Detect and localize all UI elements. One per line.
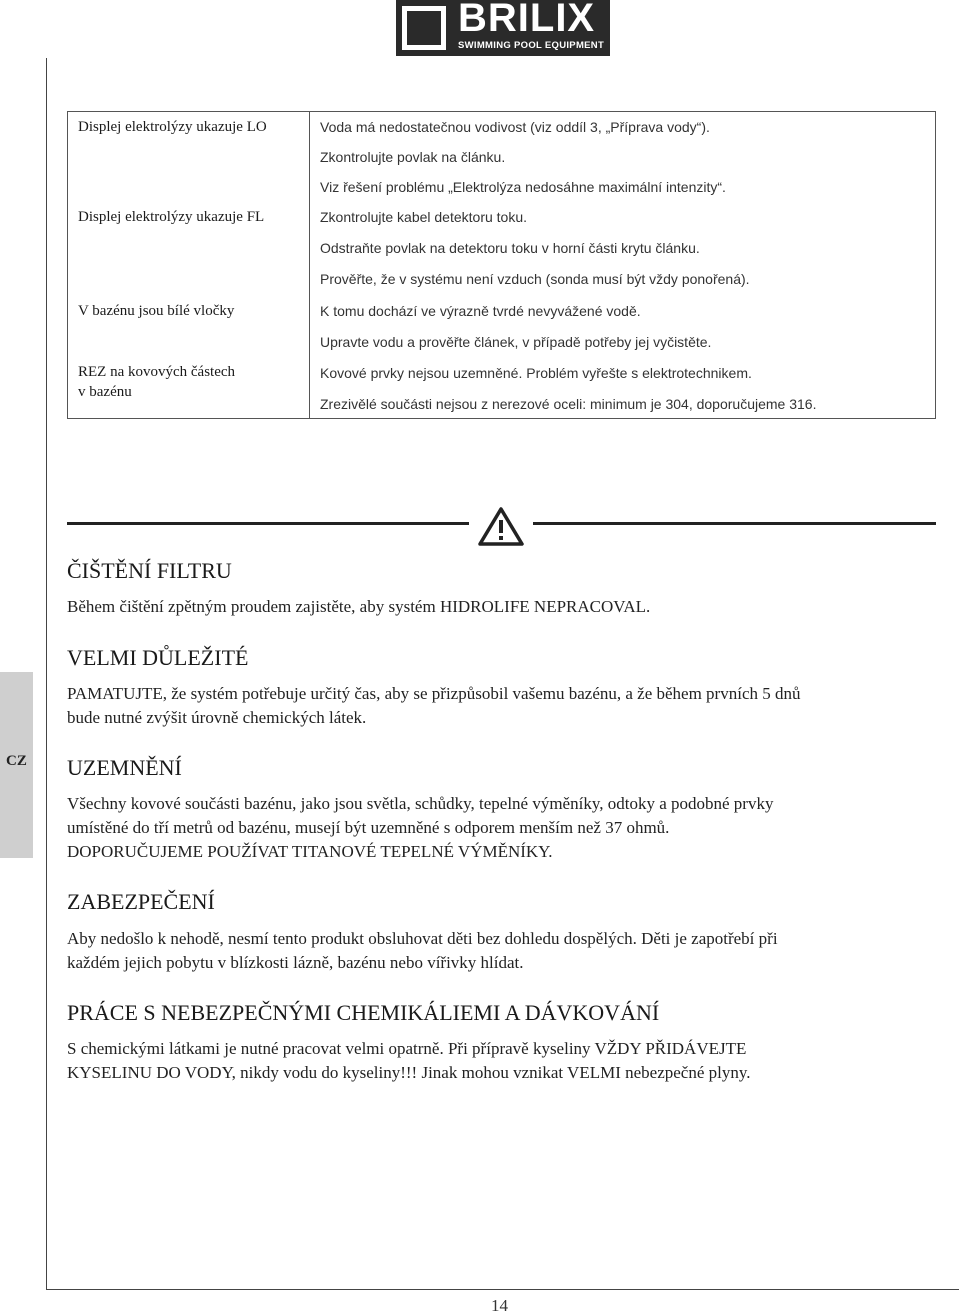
language-label: CZ xyxy=(6,753,27,769)
column-divider xyxy=(309,112,310,418)
logo-square-icon xyxy=(402,6,446,50)
solution-line: Kovové prvky nejsou uzemněné. Problém vyřešte s elektrotechnikem. xyxy=(320,365,752,381)
section-title-grounding: UZEMNĚNÍ xyxy=(67,755,182,780)
warning-divider-right xyxy=(533,522,936,525)
problem-cell: V bazénu jsou bílé vločky xyxy=(78,303,235,319)
solution-line: Voda má nedostatečnou vodivost (viz oddíl 3, „Příprava vody“). xyxy=(320,119,710,135)
section-text-chemicals: S chemickými látkami je nutné pracovat velmi opatrně. Při přípravě kyseliny VŽDY PŘIDÁVEJTE KYSELINU DO VODY, nikdy vodu do kyseliny!!! Jinak mohou vznikat VELMI nebezpečné plyny. xyxy=(67,1039,751,1082)
problem-cell: Displej elektrolýzy ukazuje LO xyxy=(78,119,267,135)
solution-line: K tomu dochází ve výrazně tvrdé nevyvážené vodě. xyxy=(320,303,641,319)
solution-line: Upravte vodu a prověřte článek, v případě potřeby jej vyčistěte. xyxy=(320,334,712,350)
section-text-important: PAMATUJTE, že systém potřebuje určitý čas, aby se přizpůsobil vašemu bazénu, a že během prvních 5 dnů bude nutné zvýšit úrovně chemických látek. xyxy=(67,684,801,727)
solution-line: Prověřte, že v systému není vzduch (sonda musí být vždy ponořená). xyxy=(320,271,750,287)
section-text-safety: Aby nedošlo k nehodě, nesmí tento produkt obsluhovat děti bez dohledu dospělých. Děti je zapotřebí při každém jejich pobytu v blízkosti lázně, bazénu nebo vířivky hlídat. xyxy=(67,929,778,972)
section-title-filter: ČIŠTĚNÍ FILTRU xyxy=(67,558,232,583)
warning-triangle-icon xyxy=(477,505,525,547)
page-number: 14 xyxy=(491,1296,508,1315)
section-text-filter: Během čištění zpětným proudem zajistěte, aby systém HIDROLIFE NEPRACOVAL. xyxy=(67,597,651,616)
section-title-important: VELMI DŮLEŽITÉ xyxy=(67,645,249,670)
language-tab xyxy=(0,672,33,858)
brand-logo xyxy=(396,0,610,56)
section-title-safety: ZABEZPEČENÍ xyxy=(67,889,215,914)
logo-text: BRILIX xyxy=(458,0,596,40)
solution-line: Odstraňte povlak na detektoru toku v horní části krytu článku. xyxy=(320,240,700,256)
warning-divider-left xyxy=(67,522,469,525)
section-title-chemicals: PRÁCE S NEBEZPEČNÝMI CHEMIKÁLIEMI A DÁVKOVÁNÍ xyxy=(67,1000,660,1025)
problem-cell: Displej elektrolýzy ukazuje FL xyxy=(78,209,265,225)
solution-line: Zkontrolujte povlak na článku. xyxy=(320,149,506,165)
troubleshooting-table xyxy=(67,111,936,419)
solution-line: Zrezivělé součásti nejsou z nerezové oceli: minimum je 304, doporučujeme 316. xyxy=(320,396,817,412)
problem-cell: v bazénu xyxy=(78,384,132,400)
section-text-grounding: Všechny kovové součásti bazénu, jako jsou světla, schůdky, tepelné výměníky, odtoky a podobné prvky umístěné do tří metrů od bazénu, musejí být uzemněné s odporem menším než 37 ohmů. DOPORUČUJEME POUŽÍVAT TITANOVÉ TEPELNÉ VÝMĚNÍKY. xyxy=(67,794,774,861)
logo-subtitle: SWIMMING POOL EQUIPMENT xyxy=(458,40,605,51)
solution-line: Zkontrolujte kabel detektoru toku. xyxy=(320,209,528,225)
header xyxy=(0,0,960,58)
solution-line: Viz řešení problému „Elektrolýza nedosáhne maximální intenzity“. xyxy=(320,179,726,195)
problem-cell: REZ na kovových částech xyxy=(78,364,236,380)
